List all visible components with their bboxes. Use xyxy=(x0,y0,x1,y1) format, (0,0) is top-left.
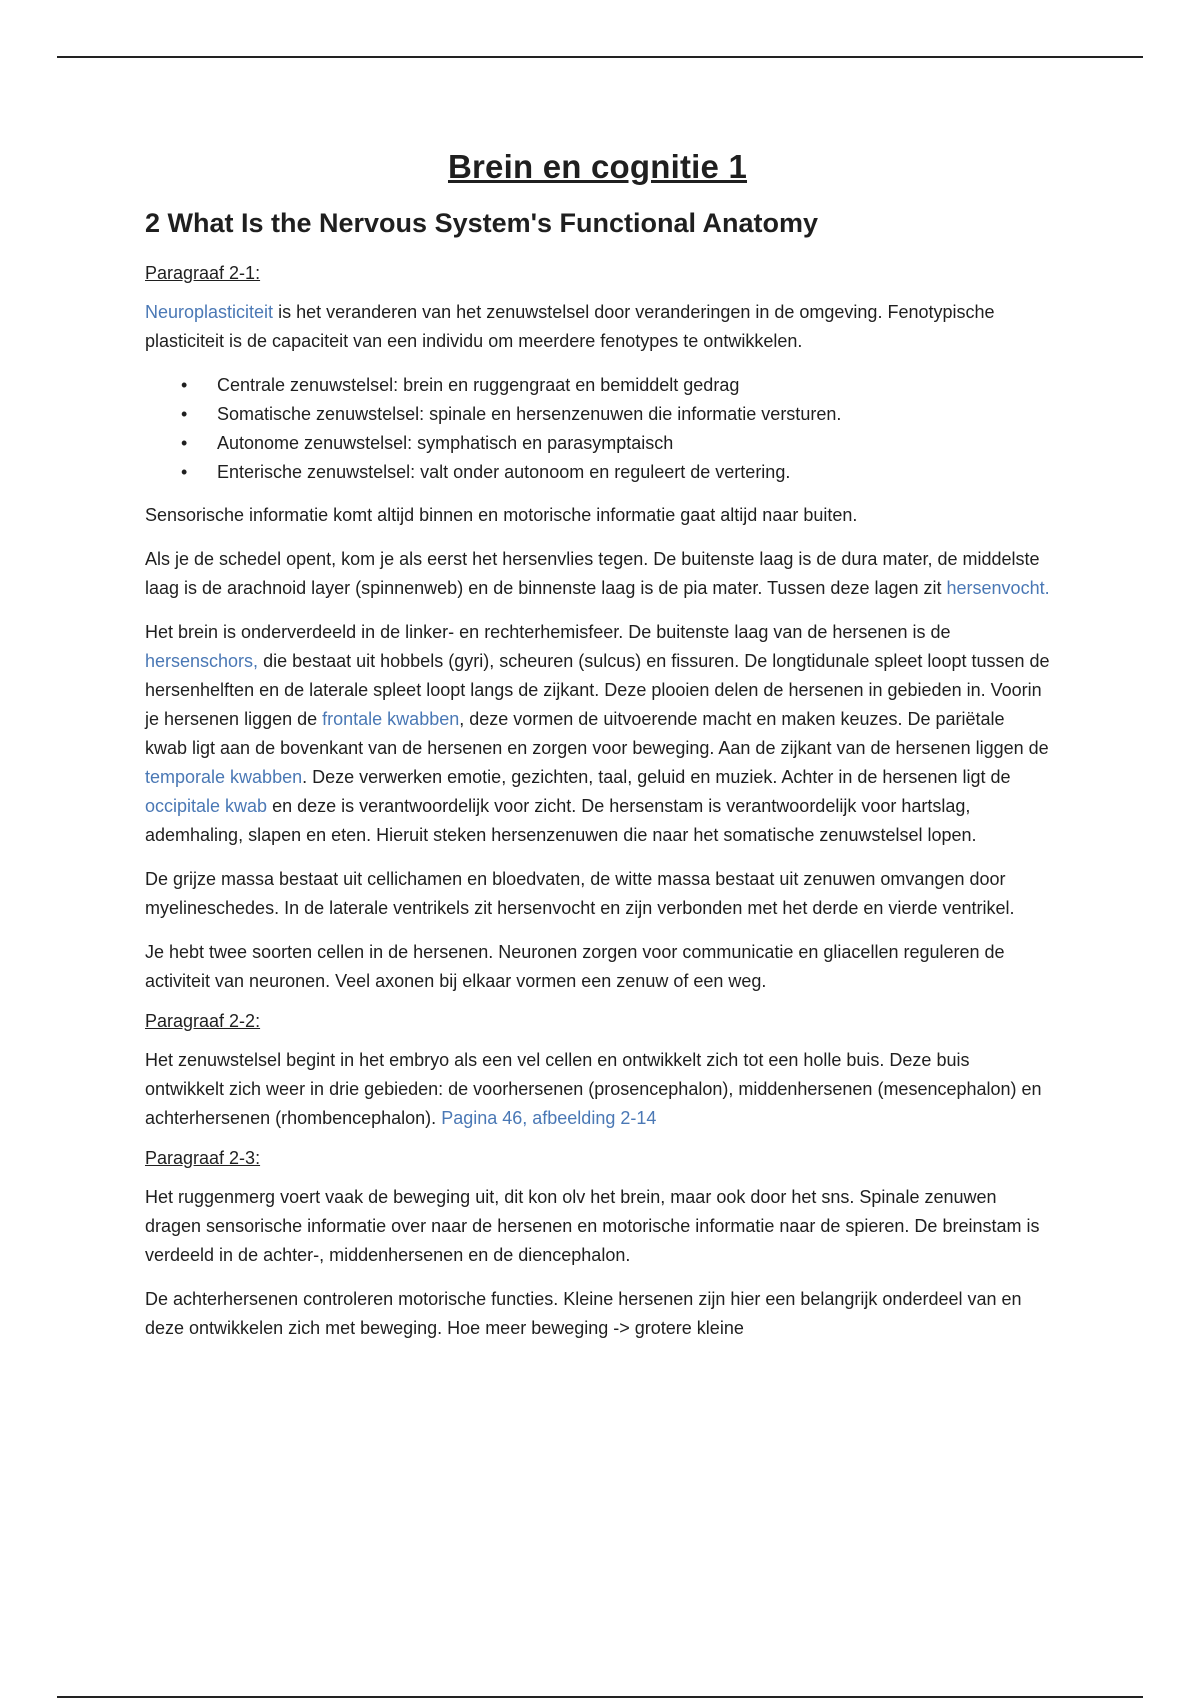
chapter-heading: 2 What Is the Nervous System's Functional Anatomy xyxy=(145,208,819,238)
section-heading-2-3: Paragraaf 2-3: xyxy=(145,1148,261,1168)
link-temporale-kwabben[interactable]: temporale kwabben xyxy=(145,767,303,787)
nervous-system-list xyxy=(145,371,1050,487)
document-page xyxy=(145,148,1050,1358)
list-item: • Centrale zenuwstelsel: brein en ruggengraat en bemiddelt gedrag xyxy=(217,371,1050,400)
paragraph-brain-lobes: Het brein is onderverdeeld in de linker- en rechterhemisfeer. De buitenste laag van de hersenen is de hersenschors, die bestaat uit hobbels (gyri), scheuren (sulcus) en fissuren. De longtidunale spleet loopt tussen de hersenhelften en de laterale spleet loopt langs de zijkant. Deze plooien delen de hersenen in gebieden in. Voorin je hersenen liggen de frontale kwabben, deze vormen de uitvoerende macht en maken keuzes. De pariëtale kwab ligt aan de bovenkant van de hersenen en zorgen voor beweging. Aan de zijkant van de hersenen liggen de temporale kwabben. Deze verwerken emotie, gezichten, taal, geluid en muziek. Achter in de hersenen ligt de occipitale kwab en deze is verantwoordelijk voor zicht. De hersenstam is verantwoordelijk voor hartslag, ademhaling, slapen en eten. Hieruit steken hersenzenuwen die naar het somatische zenuwstelsel lopen. xyxy=(145,622,1050,845)
link-pagina-46[interactable]: Pagina 46, afbeelding 2-14 xyxy=(441,1108,657,1128)
link-neuroplasticiteit[interactable]: Neuroplasticiteit xyxy=(145,302,274,322)
paragraph-hindbrain: De achterhersenen controleren motorische functies. Kleine hersenen zijn hier een belangrijk onderdeel van en deze ontwikkelen zich met beweging. Hoe meer beweging -> grotere kleine xyxy=(145,1289,1022,1338)
link-occipitale-kwab[interactable]: occipitale kwab xyxy=(145,796,268,816)
link-hersenschors[interactable]: hersenschors, xyxy=(145,651,259,671)
document-title: Brein en cognitie 1 xyxy=(447,148,748,185)
link-frontale-kwabben[interactable]: frontale kwabben xyxy=(322,709,460,729)
paragraph-grey-white-matter: De grijze massa bestaat uit cellichamen en bloedvaten, de witte massa bestaat uit zenuwen omvangen door myelineschedes. In de laterale ventrikels zit hersenvocht en zijn verbonden met het derde en vierde ventrikel. xyxy=(145,869,1015,918)
list-item: • Autonome zenuwstelsel: symphatisch en parasymptaisch xyxy=(217,429,1050,458)
paragraph-meninges: Als je de schedel opent, kom je als eerst het hersenvlies tegen. De buitenste laag is de dura mater, de middelste laag is de arachnoid layer (spinnenweb) en de binnenste laag is de pia mater. Tussen deze lagen zit hersenvocht. xyxy=(145,549,1050,598)
list-item: • Enterische zenuwstelsel: valt onder autonoom en reguleert de vertering. xyxy=(217,458,1050,487)
paragraph-spinal-cord: Het ruggenmerg voert vaak de beweging uit, dit kon olv het brein, maar ook door het sns. Spinale zenuwen dragen sensorische informatie over naar de hersenen en motorische informatie naar de spieren. De breinstam is verdeeld in de achter-, middenhersenen en de diencephalon. xyxy=(145,1187,1040,1265)
paragraph-sensory: Sensorische informatie komt altijd binnen en motorische informatie gaat altijd naar buiten. xyxy=(145,505,858,525)
paragraph-cells: Je hebt twee soorten cellen in de hersenen. Neuronen zorgen voor communicatie en gliacellen reguleren de activiteit van neuronen. Veel axonen bij elkaar vormen een zenuw of een weg. xyxy=(145,942,1005,991)
paragraph-embryo: Het zenuwstelsel begint in het embryo als een vel cellen en ontwikkelt zich tot een holle buis. Deze buis ontwikkelt zich weer in drie gebieden: de voorhersenen (prosencephalon), middenhersenen (mesencephalon) en achterhersenen (rhombencephalon). Pagina 46, afbeelding 2-14 xyxy=(145,1050,1042,1128)
paragraph-neuroplasticity: Neuroplasticiteit is het veranderen van het zenuwstelsel door veranderingen in de omgeving. Fenotypische plasticiteit is de capaciteit van een individu om meerdere fenotypes te ontwikkelen. xyxy=(145,302,995,351)
top-border-line xyxy=(57,56,1143,58)
list-item: • Somatische zenuwstelsel: spinale en hersenzenuwen die informatie versturen. xyxy=(217,400,1050,429)
section-heading-2-1: Paragraaf 2-1: xyxy=(145,263,261,283)
bottom-border-line xyxy=(57,1696,1143,1698)
section-heading-2-2: Paragraaf 2-2: xyxy=(145,1011,261,1031)
link-hersenvocht[interactable]: hersenvocht. xyxy=(946,578,1050,598)
